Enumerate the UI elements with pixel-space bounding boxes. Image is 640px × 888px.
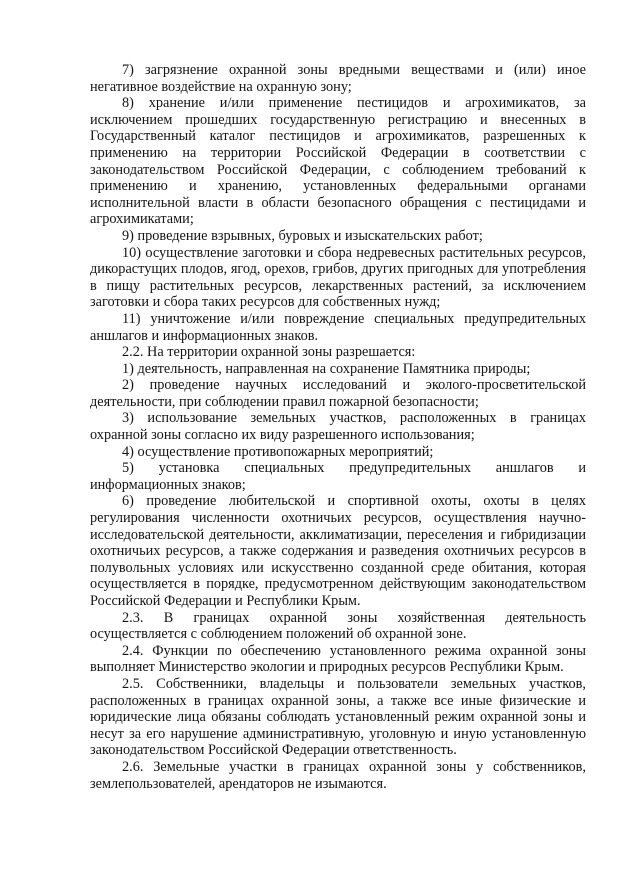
allowed-item-5: 5) установка специальных предупредительных аншлагов и информационных знаков;: [90, 460, 586, 493]
section-2-3: 2.3. В границах охранной зоны хозяйственная деятельность осуществляется с соблюдением положений об охранной зоне.: [90, 609, 586, 643]
allowed-item-4: 4) осуществление противопожарных мероприятий;: [122, 443, 434, 460]
allowed-item-3: 3) использование земельных участков, расположенных в границах охранной зоны согласно их виду разрешенного использования;: [90, 410, 586, 444]
allowed-item-6: 6) проведение любительской и спортивной охоты, охоты в целях регулирования численности охотничьих ресурсов, осуществления научно-исследовательской деятельности, акклиматизации, переселения и гибридизации охотничьих ресурсов, а также содержания и разведения охотничьих ресурсов в полувольных условиях или искусственно созданной среде обитания, которая осуществляется в порядке, предусмотренном действующим законодательством Российской Федерации и Республики Крым.: [90, 493, 586, 609]
allowed-item-1: 1) деятельность, направленная на сохранение Памятника природы;: [122, 360, 531, 377]
paragraph-item-11: 11) уничтожение и/или повреждение специальных предупредительных аншлагов и информационных знаков.: [90, 310, 586, 344]
section-2-2-heading: 2.2. На территории охранной зоны разрешается:: [122, 344, 416, 361]
paragraph-item-10: 10) осуществление заготовки и сбора недревесных растительных ресурсов, дикорастущих плодов, ягод, орехов, грибов, других пригодных для употребления в пищу растительных ресурсов, лекарственных растений, за исключением заготовки и сбора таких ресурсов для собственных нужд;: [90, 244, 586, 311]
section-2-5: 2.5. Собственники, владельцы и пользователи земельных участков, расположенных в границах охранной зоны, а также все иные физические и юридические лица обязаны соблюдать установленный режим охранной зоны и несут за его нарушение административную, уголовную и иную установленную законодательством Российской Федерации ответственность.: [90, 675, 586, 759]
paragraph-item-8: 8) хранение и/или применение пестицидов и агрохимикатов, за исключением прошедших государственную регистрацию и внесенных в Государственный каталог пестицидов и агрохимикатов, разрешенных к применению на территории Российской Федерации в соответствии с законодательством Российской Федерации, с соблюдением требований к применению и хранению, установленных федеральными органами исполнительной власти в области безопасного обращения с пестицидами и агрохимикатами;: [90, 95, 586, 228]
section-2-6: 2.6. Земельные участки в границах охранной зоны у собственников, землепользователей, арендаторов не изымаются.: [90, 758, 586, 792]
section-2-4: 2.4. Функции по обеспечению установленного режима охранной зоны выполняет Министерство экологии и природных ресурсов Республики Крым.: [90, 642, 586, 676]
paragraph-item-9: 9) проведение взрывных, буровых и изыскательских работ;: [122, 227, 483, 244]
paragraph-item-7: 7) загрязнение охранной зоны вредными веществами и (или) иное негативное воздействие на охранную зону;: [90, 62, 586, 95]
allowed-item-2: 2) проведение научных исследований и эколого-просветительской деятельности, при соблюдении правил пожарной безопасности;: [90, 377, 586, 410]
